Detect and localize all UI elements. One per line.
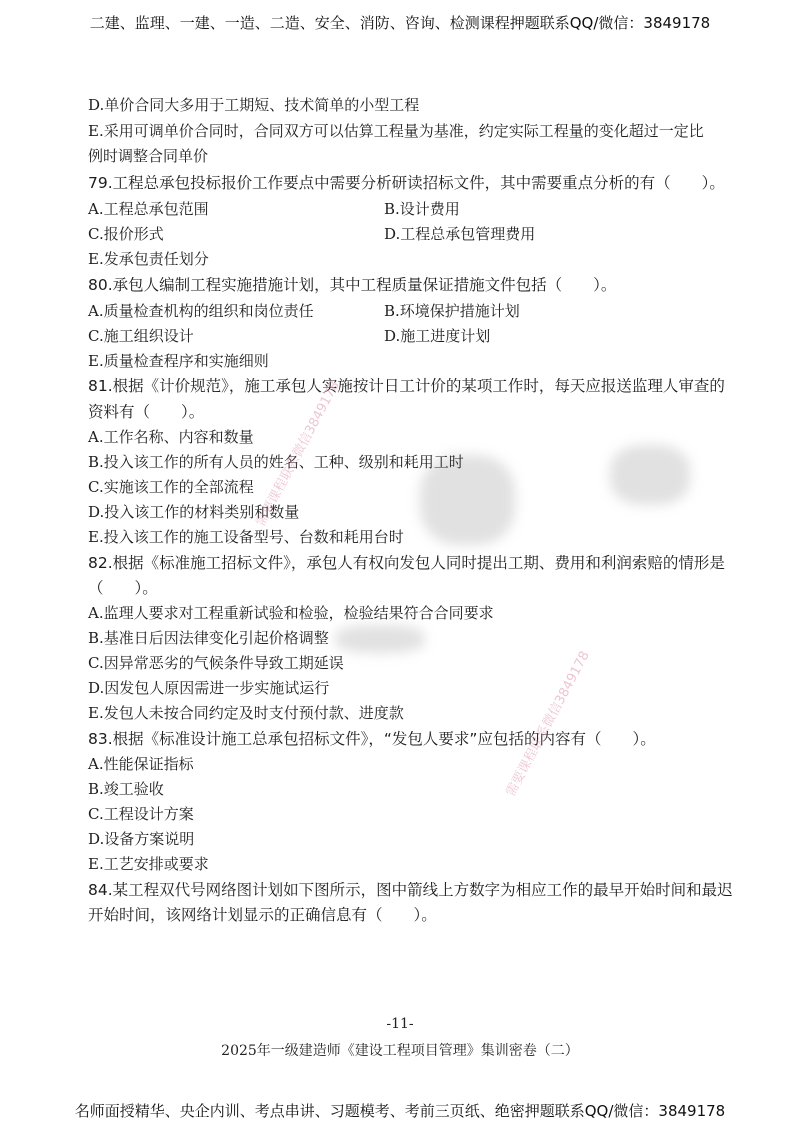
question-83: 83.根据《标准设计施工总承包招标文件》，“发包人要求”应包括的内容有（ ）。 bbox=[88, 730, 656, 748]
option-e-prev: E.采用可调单价合同时，合同双方可以估算工程量为基准，约定实际工程量的变化超过一定比 bbox=[88, 122, 704, 140]
q83-option-a: A.性能保证指标 bbox=[88, 755, 194, 773]
q82-option-e: E.发包人未按合同约定及时支付预付款、进度款 bbox=[88, 704, 404, 722]
q82-option-b: B.基准日后因法律变化引起价格调整 bbox=[88, 629, 329, 647]
question-81-cont: 资料有（ ）。 bbox=[88, 403, 205, 421]
q80-option-d: D.施工进度计划 bbox=[384, 327, 491, 345]
q80-option-b: B.环境保护措施计划 bbox=[384, 302, 520, 320]
stamp-smudge-right bbox=[610, 445, 690, 505]
bottom-banner: 名师面授精华、央企内训、考点串讲、习题模考、考前三页纸、绝密押题联系QQ/微信：3849178 bbox=[74, 1102, 726, 1120]
q82-option-d: D.因发包人原因需进一步实施试运行 bbox=[88, 679, 330, 697]
q81-option-a: A.工作名称、内容和数量 bbox=[88, 428, 254, 446]
q82-option-a: A.监理人要求对工程重新试验和检验，检验结果符合合同要求 bbox=[88, 604, 494, 622]
question-81: 81.根据《计价规范》，施工承包人实施按计日工计价的某项工作时，每天应报送监理人审查的 bbox=[88, 377, 725, 395]
question-80: 80.承包人编制工程实施措施计划，其中工程质量保证措施文件包括（ ）。 bbox=[88, 276, 617, 294]
question-82-cont: （ ）。 bbox=[88, 579, 158, 597]
q79-option-c: C.报价形式 bbox=[88, 225, 164, 243]
q79-option-a: A.工程总承包范围 bbox=[88, 200, 209, 218]
question-82: 82.根据《标准施工招标文件》，承包人有权向发包人同时提出工期、费用和利润索赔的情形是 bbox=[88, 554, 725, 572]
q80-option-a: A.质量检查机构的组织和岗位责任 bbox=[88, 302, 314, 320]
q82-option-c: C.因异常恶劣的气候条件导致工期延误 bbox=[88, 654, 344, 672]
q79-option-d: D.工程总承包管理费用 bbox=[384, 225, 536, 243]
q81-option-e: E.投入该工作的施工设备型号、台数和耗用台时 bbox=[88, 528, 404, 546]
stamp-smudge-left bbox=[420, 455, 515, 545]
q83-option-d: D.设备方案说明 bbox=[88, 830, 195, 848]
q83-option-c: C.工程设计方案 bbox=[88, 805, 194, 823]
q80-option-e: E.质量检查程序和实施细则 bbox=[88, 352, 269, 370]
q81-option-d: D.投入该工作的材料类别和数量 bbox=[88, 503, 300, 521]
stamp-smudge-small bbox=[335, 625, 425, 653]
option-e-prev-cont: 例时调整合同单价 bbox=[88, 147, 209, 165]
question-84: 84.某工程双代号网络图计划如下图所示，图中箭线上方数字为相应工作的最早开始时间和最迟 bbox=[88, 881, 733, 899]
q81-option-b: B.投入该工作的所有人员的姓名、工种、级别和耗用工时 bbox=[88, 453, 464, 471]
watermark-lower: 需要课程联系微信3849178 bbox=[503, 648, 593, 799]
q80-option-c: C.施工组织设计 bbox=[88, 327, 194, 345]
footer-title: 2025年一级建造师《建设工程项目管理》集训密卷（二） bbox=[221, 1043, 579, 1059]
page-number: -11- bbox=[386, 1016, 414, 1032]
watermark-upper: 需要课程联系微信3849178 bbox=[253, 378, 343, 529]
q83-option-b: B.竣工验收 bbox=[88, 780, 164, 798]
option-d-prev: D.单价合同大多用于工期短、技术简单的小型工程 bbox=[88, 96, 420, 114]
question-84-cont: 开始时间，该网络计划显示的正确信息有（ ）。 bbox=[88, 906, 437, 924]
q79-option-b: B.设计费用 bbox=[384, 200, 460, 218]
q79-option-e: E.发承包责任划分 bbox=[88, 250, 209, 268]
top-banner: 二建、监理、一建、一造、二造、安全、消防、咨询、检测课程押题联系QQ/微信：3849178 bbox=[89, 14, 711, 32]
q81-option-c: C.实施该工作的全部流程 bbox=[88, 478, 254, 496]
question-79: 79.工程总承包投标报价工作要点中需要分析研读招标文件，其中需要重点分析的有（ ）。 bbox=[88, 174, 725, 192]
q83-option-e: E.工艺安排或要求 bbox=[88, 855, 209, 873]
